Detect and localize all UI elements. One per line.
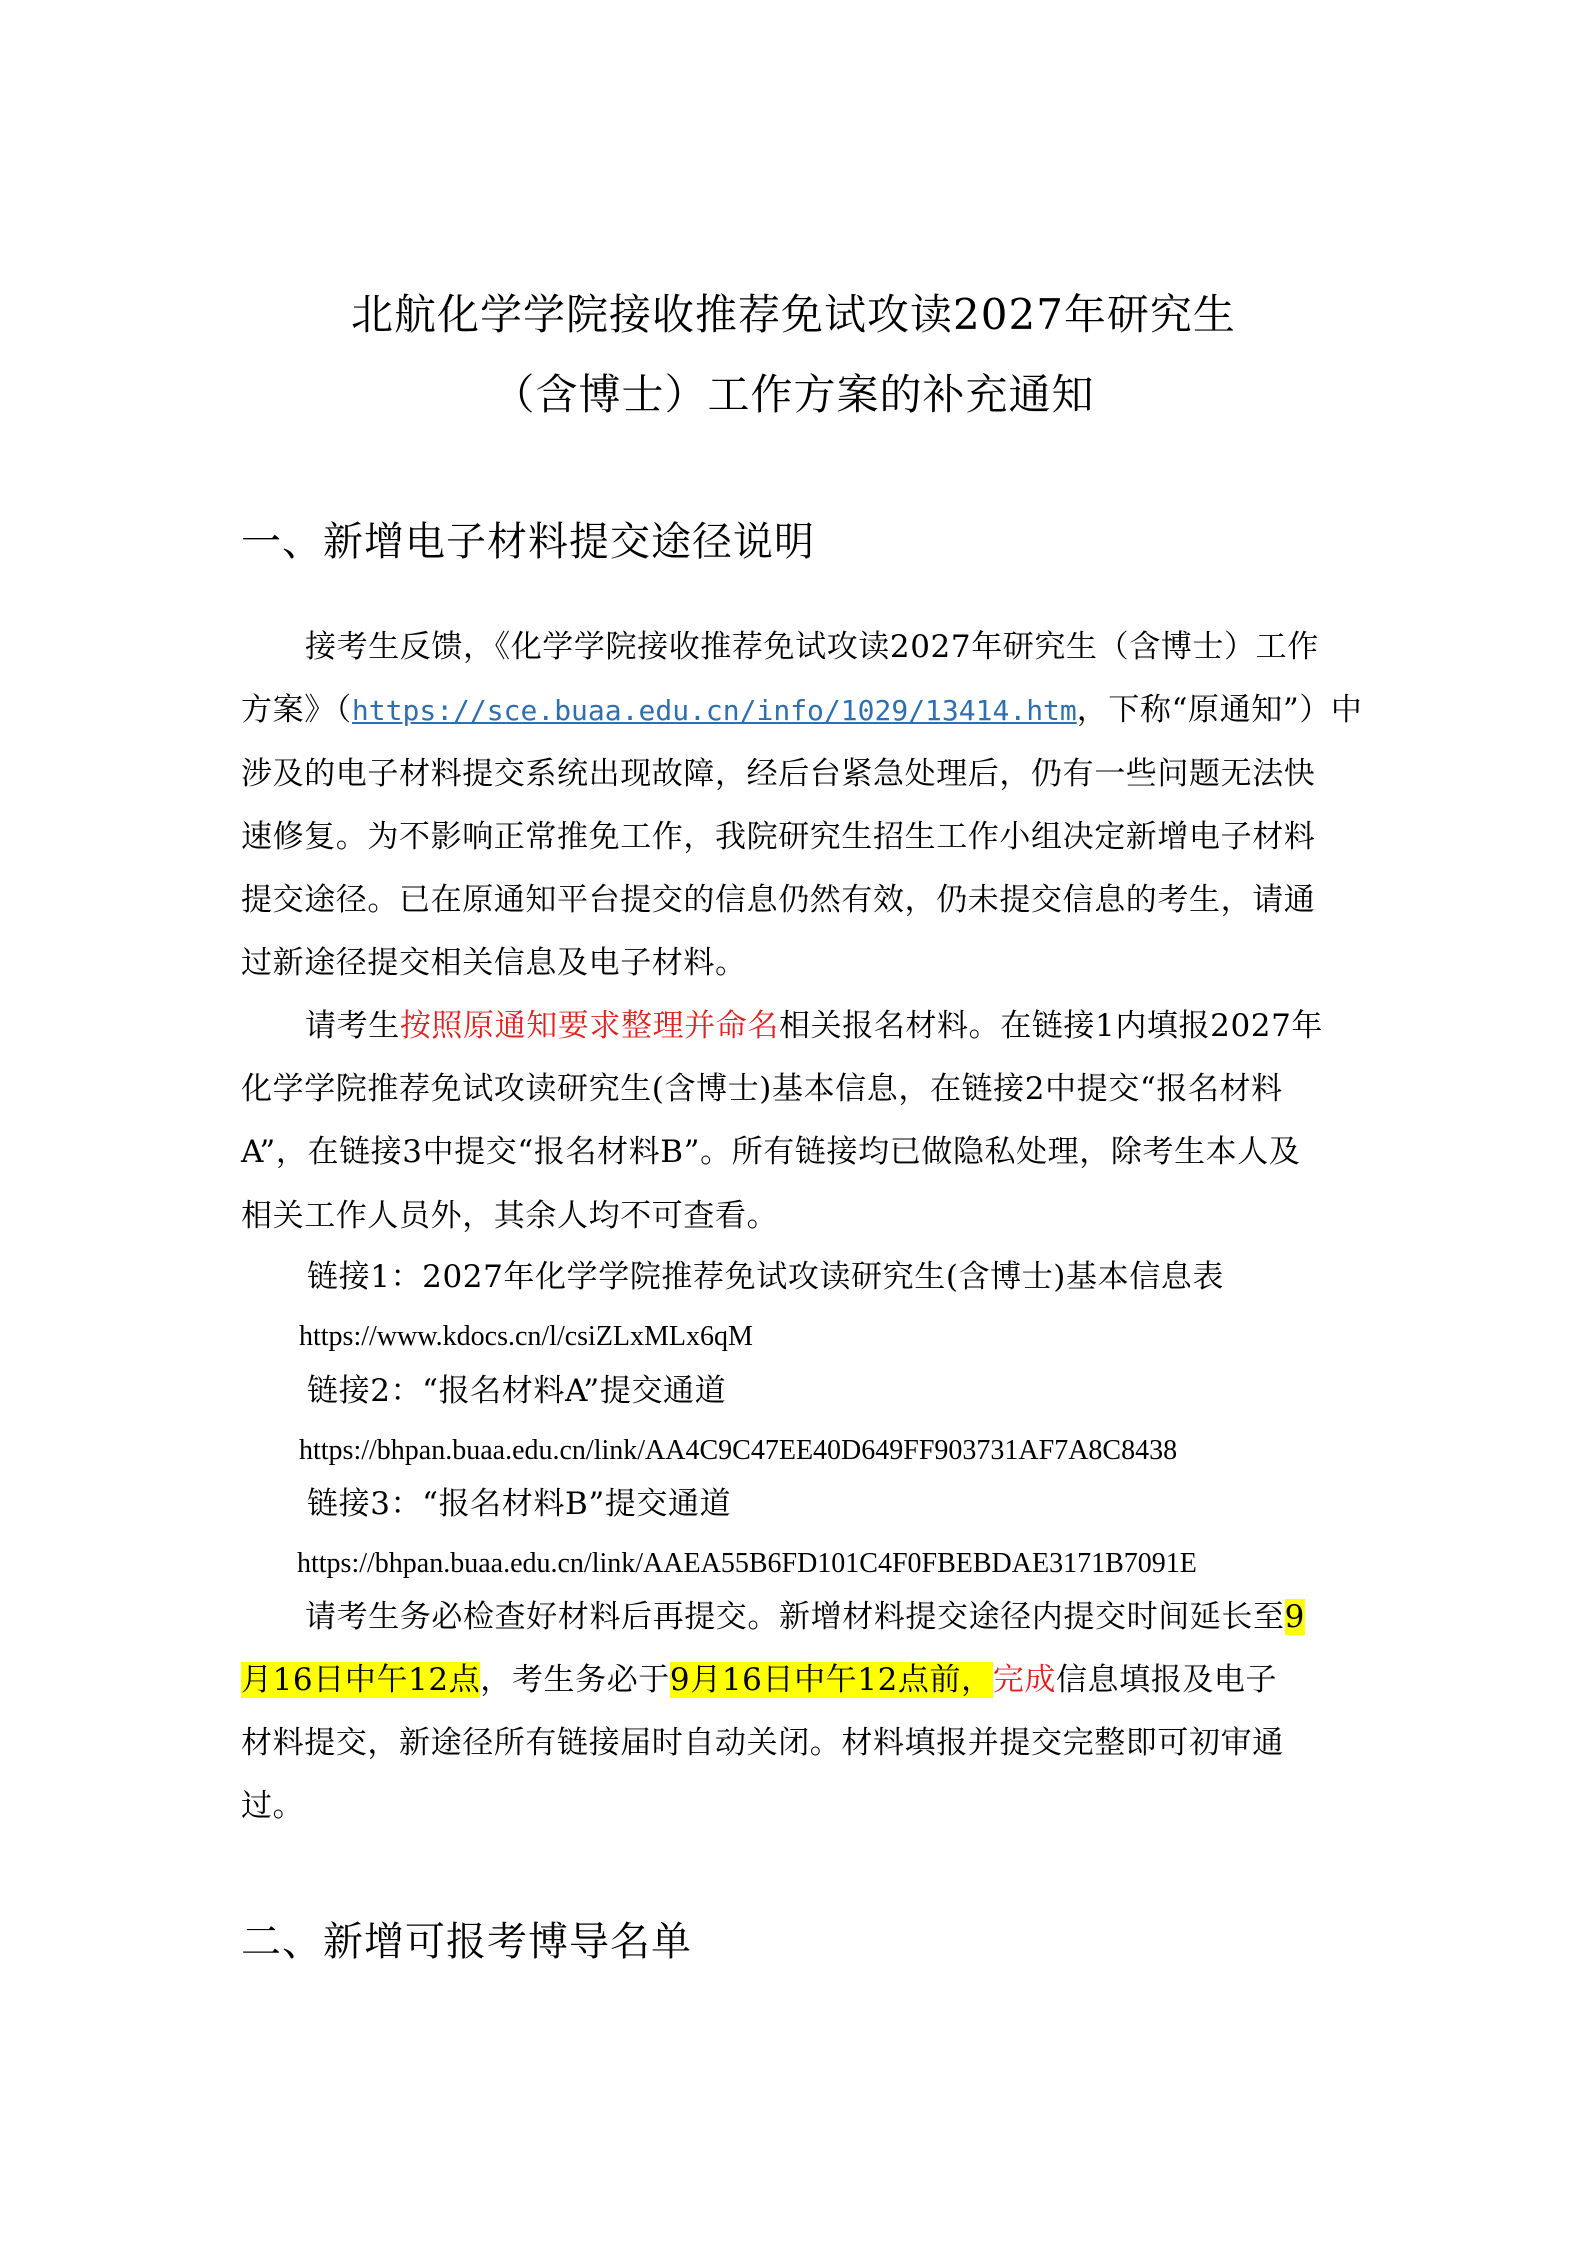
p1-line-2-pre: 方案》（ bbox=[241, 692, 352, 728]
section-1-heading: 一、新增电子材料提交途径说明 bbox=[241, 519, 815, 565]
p2-line-1 bbox=[305, 1006, 1323, 1046]
link-3-url[interactable]: https://bhpan.buaa.edu.cn/link/AAEA55B6FD101C4F0FBEBDAE3171B7091E bbox=[297, 1548, 1197, 1579]
title-line-2: （含博士）工作方案的补充通知 bbox=[492, 370, 1095, 419]
p2-red-emphasis: 按照原通知要求整理并命名 bbox=[399, 1008, 780, 1044]
deadline-highlight-1a: 9 bbox=[1284, 1599, 1305, 1635]
link-2-url[interactable]: https://bhpan.buaa.edu.cn/link/AA4C9C47EE40D649FF903731AF7A8C8438 bbox=[299, 1435, 1178, 1466]
p3-line-4: 过。 bbox=[241, 1788, 305, 1824]
section-2-heading: 二、新增可报考博导名单 bbox=[241, 1919, 692, 1965]
original-notice-link[interactable]: https://sce.buaa.edu.cn/info/1029/13414.htm bbox=[351, 694, 1077, 727]
p2-line-4: 相关工作人员外，其余人均不可查看。 bbox=[241, 1198, 779, 1234]
p1-line-6: 过新途径提交相关信息及电子材料。 bbox=[241, 945, 747, 981]
p3-line-3: 材料提交，新途径所有链接届时自动关闭。材料填报并提交完整即可初审通 bbox=[241, 1725, 1284, 1761]
p2-line-3: A”，在链接3中提交“报名材料B”。所有链接均已做隐私处理，除考生本人及 bbox=[241, 1134, 1301, 1170]
p3-line-1-pre: 请考生务必检查好材料后再提交。新增材料提交途径内提交时间延长至 bbox=[305, 1599, 1285, 1635]
p1-line-4: 速修复。为不影响正常推免工作，我院研究生招生工作小组决定新增电子材料 bbox=[241, 819, 1316, 855]
p3-line-1 bbox=[305, 1597, 1305, 1637]
p1-line-5: 提交途径。已在原通知平台提交的信息仍然有效，仍未提交信息的考生，请通 bbox=[241, 882, 1316, 918]
p1-line-2 bbox=[241, 690, 1362, 731]
deadline-highlight-1b: 月16日中午12点 bbox=[241, 1662, 481, 1698]
p3-line-2-mid: ，考生务必于 bbox=[480, 1662, 670, 1698]
p1-line-1: 接考生反馈，《化学学院接收推荐免试攻读2027年研究生（含博士）工作 bbox=[305, 629, 1319, 665]
p1-line-3: 涉及的电子材料提交系统出现故障，经后台紧急处理后，仍有一些问题无法快 bbox=[241, 756, 1316, 792]
title-line-1: 北航化学学院接收推荐免试攻读2027年研究生 bbox=[351, 290, 1236, 339]
p3-line-2 bbox=[241, 1660, 1277, 1700]
link-2-label: 链接2：“报名材料A”提交通道 bbox=[307, 1373, 727, 1409]
link-3-label: 链接3：“报名材料B”提交通道 bbox=[307, 1486, 732, 1522]
deadline-highlight-2: 9月16日中午12点前， bbox=[669, 1662, 993, 1698]
p2-line-2: 化学学院推荐免试攻读研究生(含博士)基本信息，在链接2中提交“报名材料 bbox=[241, 1071, 1283, 1107]
link-1-url[interactable]: https://www.kdocs.cn/l/csiZLxMLx6qM bbox=[299, 1321, 753, 1352]
p2-line-1-pre: 请考生 bbox=[305, 1008, 400, 1044]
link-1-label: 链接1：2027年化学学院推荐免试攻读研究生(含博士)基本信息表 bbox=[307, 1259, 1225, 1295]
p3-line-2-post: 信息填报及电子 bbox=[1055, 1662, 1278, 1698]
p1-line-2-post: ，下称“原通知”）中 bbox=[1076, 692, 1363, 728]
p3-red-complete: 完成 bbox=[992, 1662, 1056, 1698]
p2-line-1-post: 相关报名材料。在链接1内填报2027年 bbox=[779, 1008, 1324, 1044]
